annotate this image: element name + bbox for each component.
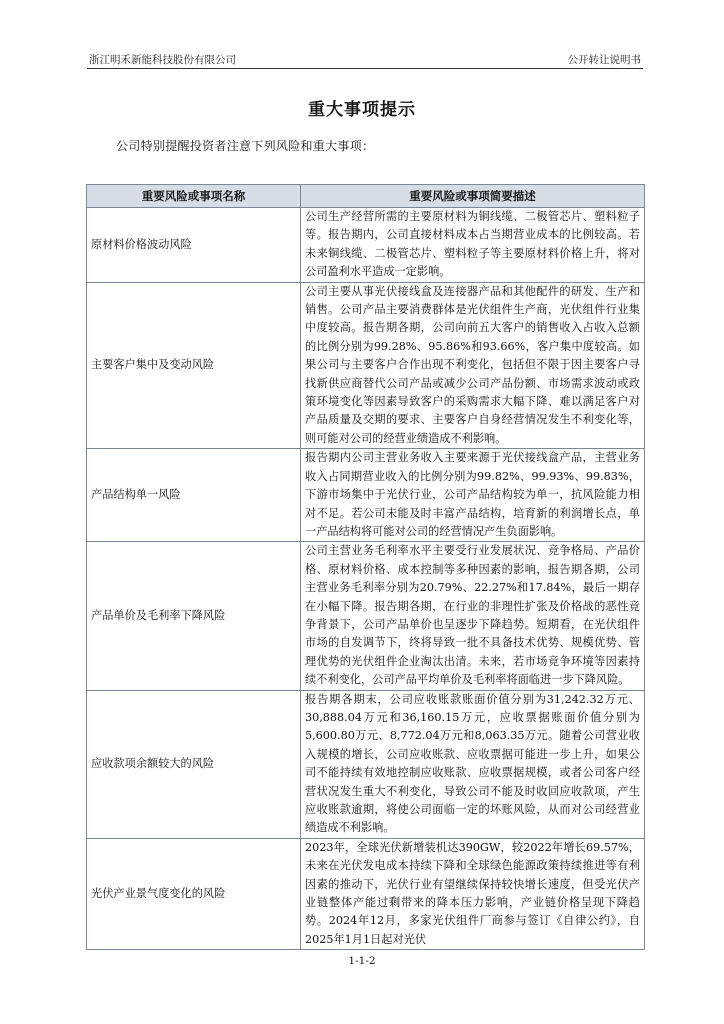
risk-name-cell: 主要客户集中及变动风险 <box>87 282 301 449</box>
table-row <box>87 542 645 690</box>
table-row <box>87 838 645 949</box>
column-header-risk-name: 重要风险或事项名称 <box>87 185 301 208</box>
page-header <box>87 50 643 69</box>
risk-description-cell: 报告期各期末，公司应收账款账面价值分别为31,242.32万元、30,888.04万元和36,160.15万元，应收票据账面价值分别为5,600.80万元、8,772.04万元和8,063.35万元。随着公司营业收入规模的增长，公司应收账款、应收票据可能进一步上升，如果公司不能持续有效地控制应收账款、应收票据规模，或者公司客户经营状况发生重大不利变化，导致公司不能及时收回应收款项，产生应收账款逾期，将使公司面临一定的坏账风险，从而对公司经营业绩造成不利影响。 <box>301 690 645 838</box>
risk-table <box>86 184 645 950</box>
risk-name-cell: 产品结构单一风险 <box>87 449 301 542</box>
risk-name-cell: 原材料价格波动风险 <box>87 208 301 283</box>
table-row <box>87 282 645 449</box>
risk-description-cell: 公司主营业务毛利率水平主要受行业发展状况、竞争格局、产品价格、原材料价格、成本控制等多种因素的影响，报告期各期，公司主营业务毛利率分别为20.79%、22.27%和17.84%，最后一期存在小幅下降。报告期各期，在行业的非理性扩张及价格战的恶性竞争背景下，公司产品单价也呈逐步下降趋势。短期看，在光伏组件市场的自发调节下，终将导致一批不具备技术优势、规模优势、管理优势的光伏组件企业淘汰出清。未来，若市场竞争环境等因素持续不利变化，公司产品平均单价及毛利率将面临进一步下降风险。 <box>301 542 645 690</box>
table-row <box>87 690 645 838</box>
risk-name-cell: 光伏产业景气度变化的风险 <box>87 838 301 949</box>
risk-description-cell: 公司主要从事光伏接线盒及连接器产品和其他配件的研发、生产和销售。公司产品主要消费群体是光伏组件生产商，光伏组件行业集中度较高。报告期各期，公司向前五大客户的销售收入占收入总额的比例分别为99.28%、95.86%和93.66%，客户集中度较高。如果公司与主要客户合作出现不利变化，包括但不限于因主要客户寻找新供应商替代公司产品或减少公司产品份额、市场需求波动或政策环境变化等因素导致客户的采购需求大幅下降、难以满足客户对产品质量及交期的要求、主要客户自身经营情况发生不利变化等，则可能对公司的经营业绩造成不利影响。 <box>301 282 645 449</box>
table-header-row <box>87 185 645 208</box>
table-row <box>87 449 645 542</box>
risk-description-cell: 公司生产经营所需的主要原材料为铜线缆、二极管芯片、塑料粒子等。报告期内，公司直接材料成本占当期营业成本的比例较高。若未来铜线缆、二极管芯片、塑料粒子等主要原材料价格上升，将对公司盈利水平造成一定影响。 <box>301 208 645 283</box>
column-header-risk-description: 重要风险或事项简要描述 <box>301 185 645 208</box>
header-document-type: 公开转让说明书 <box>567 54 641 66</box>
risk-name-cell: 应收款项余额较大的风险 <box>87 690 301 838</box>
page-title: 重大事项提示 <box>308 100 416 120</box>
risk-description-cell: 报告期内公司主营业务收入主要来源于光伏接线盒产品，主营业务收入占同期营业收入的比例分别为99.82%、99.93%、99.83%，下游市场集中于光伏行业，公司产品结构较为单一，抗风险能力相对不足。若公司未能及时丰富产品结构，培育新的利润增长点，单一产品结构将可能对公司的经营情况产生负面影响。 <box>301 449 645 542</box>
header-company-name: 浙江明禾新能科技股份有限公司 <box>89 54 236 66</box>
risk-description-cell: 2023年，全球光伏新增装机达390GW，较2022年增长69.57%，未来在光伏发电成本持续下降和全球绿色能源政策持续推进等有利因素的推动下，光伏行业有望继续保持较快增长速度，但受光伏产业链整体产能过剩带来的降本压力影响，产业链价格呈现下降趋势。2024年12月，多家光伏组件厂商参与签订《自律公约》，自2025年1月1日起对光伏 <box>301 838 645 949</box>
page-number: 1-1-2 <box>348 955 376 967</box>
risk-name-cell: 产品单价及毛利率下降风险 <box>87 542 301 690</box>
intro-paragraph: 公司特别提醒投资者注意下列风险和重大事项： <box>116 139 375 153</box>
table-row <box>87 208 645 283</box>
